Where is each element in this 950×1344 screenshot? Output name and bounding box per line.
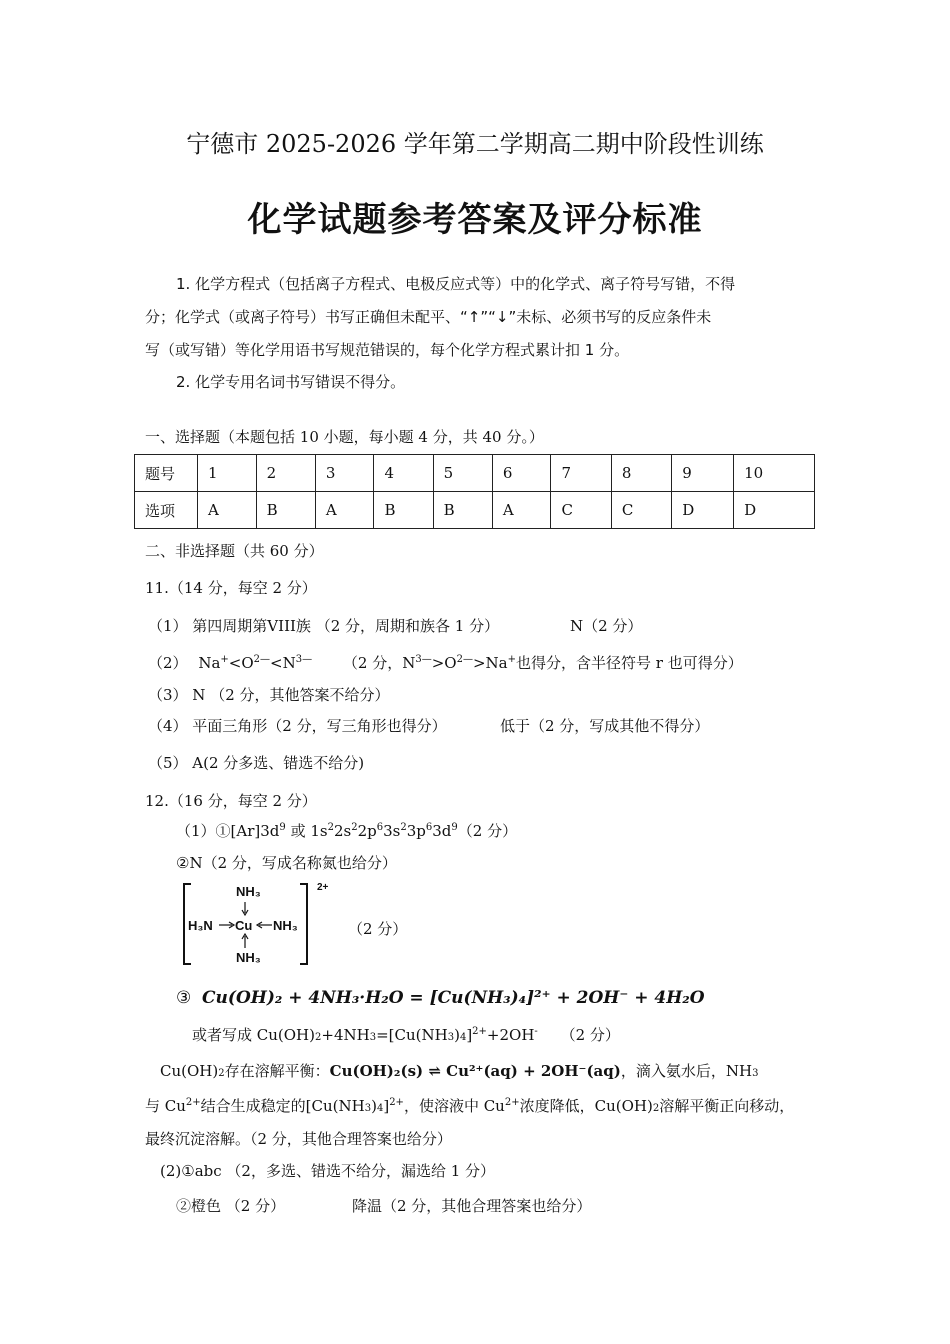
text-run: Cu(OH): [160, 1062, 219, 1080]
text-run: 2p: [357, 822, 377, 840]
metal-center: Cu: [235, 918, 253, 933]
note-2: 2. 化学专用名词书写错误不得分。: [176, 373, 406, 391]
text-run: 2s: [333, 822, 352, 840]
text-run: ]: [466, 1026, 473, 1044]
q12-part-2-2: ②橙色 （2 分）: [176, 1197, 286, 1215]
text-run: 与 Cu: [145, 1097, 186, 1115]
subscript: 3: [369, 1032, 377, 1043]
q12-part-1-3: [176, 988, 705, 1008]
ligand-bottom: NH₃: [236, 950, 261, 965]
text-run: 浓度降低，Cu(OH): [519, 1097, 653, 1115]
text-run: 3s: [383, 822, 401, 840]
text-run: =[Cu(NH: [376, 1026, 448, 1044]
q12-part-1-2: ②N（2 分，写成名称氮也给分）: [176, 854, 397, 872]
q11-part-4-second: 低于（2 分，写成其他不得分）: [500, 717, 710, 735]
text-run: <O: [228, 654, 254, 672]
text-run: 3d: [432, 822, 452, 840]
complex-score: （2 分）: [348, 920, 408, 938]
text-run: 或 1s: [290, 822, 328, 840]
section-1-heading: 一、选择题（本题包括 10 小题，每小题 4 分，共 40 分。）: [145, 428, 544, 446]
subscript: 3: [752, 1068, 759, 1079]
text-run: （2 分，N: [342, 654, 416, 672]
explanation-line-2: [145, 1095, 794, 1116]
question-cell: 5: [433, 455, 492, 492]
text-run: （2 分）: [457, 822, 518, 840]
text-run: >O: [431, 654, 457, 672]
superscript: 3—: [295, 654, 313, 665]
q12-title: 12.（16 分，每空 2 分）: [145, 792, 317, 810]
subscript: 3: [447, 1032, 455, 1043]
superscript: 2: [400, 822, 407, 833]
answer-cell: D: [734, 492, 815, 529]
explanation-line-1: [160, 1060, 758, 1081]
answer-cell: B: [374, 492, 433, 529]
superscript: 3—: [415, 654, 432, 665]
row-label-questions: 题号: [135, 455, 198, 492]
dissolution-equation: Cu(OH)₂ + 4NH₃·H₂O = [Cu(NH₃)₄]²⁺ + 2OH⁻ + 4H₂O: [202, 988, 705, 1008]
question-cell: 8: [611, 455, 671, 492]
answer-cell: A: [492, 492, 551, 529]
superscript: 2—: [253, 654, 271, 665]
text-run: >Na: [472, 654, 508, 672]
q11-part-2: [148, 652, 743, 673]
superscript: 9: [451, 822, 458, 833]
question-cell: 7: [551, 455, 611, 492]
subscript: 4: [459, 1032, 467, 1043]
q12-part-1-1: [176, 820, 517, 841]
table-row-questions: [135, 455, 815, 492]
ligand-right: NH₃: [273, 918, 298, 933]
text-run: 存在溶解平衡：: [224, 1062, 330, 1080]
superscript: 2+: [389, 1097, 404, 1108]
row-label-answers: 选项: [135, 492, 198, 529]
superscript: -: [534, 1026, 538, 1037]
question-cell: 3: [315, 455, 374, 492]
text-run: 溶解平衡正向移动，: [659, 1097, 795, 1115]
solubility-equilibrium: Cu(OH)₂(s) ⇌ Cu²⁺(aq) + 2OH⁻(aq): [329, 1062, 621, 1080]
q11-part-1-second: N（2 分）: [570, 617, 643, 635]
text-run: +2OH: [486, 1026, 535, 1044]
subscript: 2: [218, 1068, 225, 1079]
answer-cell: D: [672, 492, 734, 529]
part-number: （2）: [148, 654, 188, 672]
copper-ammine-complex-diagram: [182, 880, 342, 970]
text-run: ，使溶液中 Cu: [403, 1097, 505, 1115]
superscript: 9: [279, 822, 286, 833]
text-run: 结合生成稳定的[Cu(NH: [200, 1097, 365, 1115]
question-cell: 10: [734, 455, 815, 492]
note-1-line-3: 写（或写错）等化学用语书写规范错误的，每个化学方程式累计扣 1 分。: [145, 341, 630, 359]
complex-charge: 2+: [317, 882, 329, 893]
text-run: Na: [198, 654, 221, 672]
answer-cell: C: [611, 492, 671, 529]
subscript: 2: [315, 1032, 322, 1043]
q12-part-2-1: (2)①abc （2，多选、错选不给分，漏选给 1 分）: [160, 1162, 496, 1180]
question-cell: 2: [256, 455, 315, 492]
subscript: 2: [652, 1103, 660, 1114]
answer-cell: C: [551, 492, 611, 529]
superscript: 6: [425, 822, 433, 833]
q12-part-1-3-alt: [192, 1024, 620, 1045]
text-run: <N: [270, 654, 296, 672]
answer-cell: A: [198, 492, 257, 529]
q11-part-1: （1） 第四周期第VIII族 （2 分，周期和族各 1 分）: [148, 617, 500, 635]
superscript: +: [220, 654, 229, 665]
superscript: 2: [327, 822, 334, 833]
subscript: 4: [376, 1103, 384, 1114]
text-run: 或者写成 Cu(OH): [192, 1026, 315, 1044]
superscript: 2+: [185, 1097, 201, 1108]
superscript: 6: [376, 822, 384, 833]
q11-part-3: （3） N （2 分，其他答案不给分）: [148, 686, 390, 704]
question-cell: 1: [198, 455, 257, 492]
text-run: ): [454, 1026, 460, 1044]
table-row-answers: [135, 492, 815, 529]
q11-part-4: （4） 平面三角形（2 分，写三角形也得分）: [148, 717, 447, 735]
text-run: +4NH: [321, 1026, 370, 1044]
question-cell: 4: [374, 455, 433, 492]
text-run: 也得分，含半径符号 r 也可得分）: [516, 654, 743, 672]
superscript: 2+: [472, 1026, 487, 1037]
right-bracket: [300, 884, 307, 964]
text-run: （1）①[Ar]3d: [176, 822, 280, 840]
text-run: ]: [383, 1097, 390, 1115]
subscript: 3: [364, 1103, 372, 1114]
answer-cell: A: [315, 492, 374, 529]
ligand-left: H₃N: [188, 918, 213, 933]
superscript: 2: [351, 822, 358, 833]
q11-title: 11.（14 分，每空 2 分）: [145, 579, 317, 597]
note-1-line-1: 1. 化学方程式（包括离子方程式、电极反应式等）中的化学式、离子符号写错，不得: [176, 275, 736, 293]
superscript: 2+: [504, 1097, 520, 1108]
text-run: 3p: [406, 822, 426, 840]
text-run: （2 分）: [560, 1026, 620, 1044]
answer-cell: B: [433, 492, 492, 529]
answer-table: [134, 454, 815, 529]
question-cell: 6: [492, 455, 551, 492]
exam-subtitle: 宁德市 2025-2026 学年第二学期高二期中阶段性训练: [186, 130, 764, 158]
question-cell: 9: [672, 455, 734, 492]
item-mark: ③: [176, 988, 192, 1008]
explanation-line-3: 最终沉淀溶解。（2 分，其他合理答案也给分）: [145, 1130, 452, 1148]
answer-cell: B: [256, 492, 315, 529]
superscript: +: [507, 654, 516, 665]
q11-part-5: （5） A(2 分多选、错选不给分): [148, 754, 365, 772]
note-1-line-2: 分；化学式（或离子符号）书写正确但未配平、“↑”“↓”未标、必须书写的反应条件未: [145, 308, 712, 326]
q12-part-2-2-second: 降温（2 分，其他合理答案也给分）: [352, 1197, 592, 1215]
ligand-top: NH₃: [236, 884, 261, 899]
superscript: 2—: [456, 654, 473, 665]
page-title: 化学试题参考答案及评分标准: [247, 200, 703, 240]
text-run: ): [371, 1097, 377, 1115]
section-2-heading: 二、非选择题（共 60 分）: [145, 542, 324, 560]
text-run: ，滴入氨水后，NH: [620, 1062, 753, 1080]
